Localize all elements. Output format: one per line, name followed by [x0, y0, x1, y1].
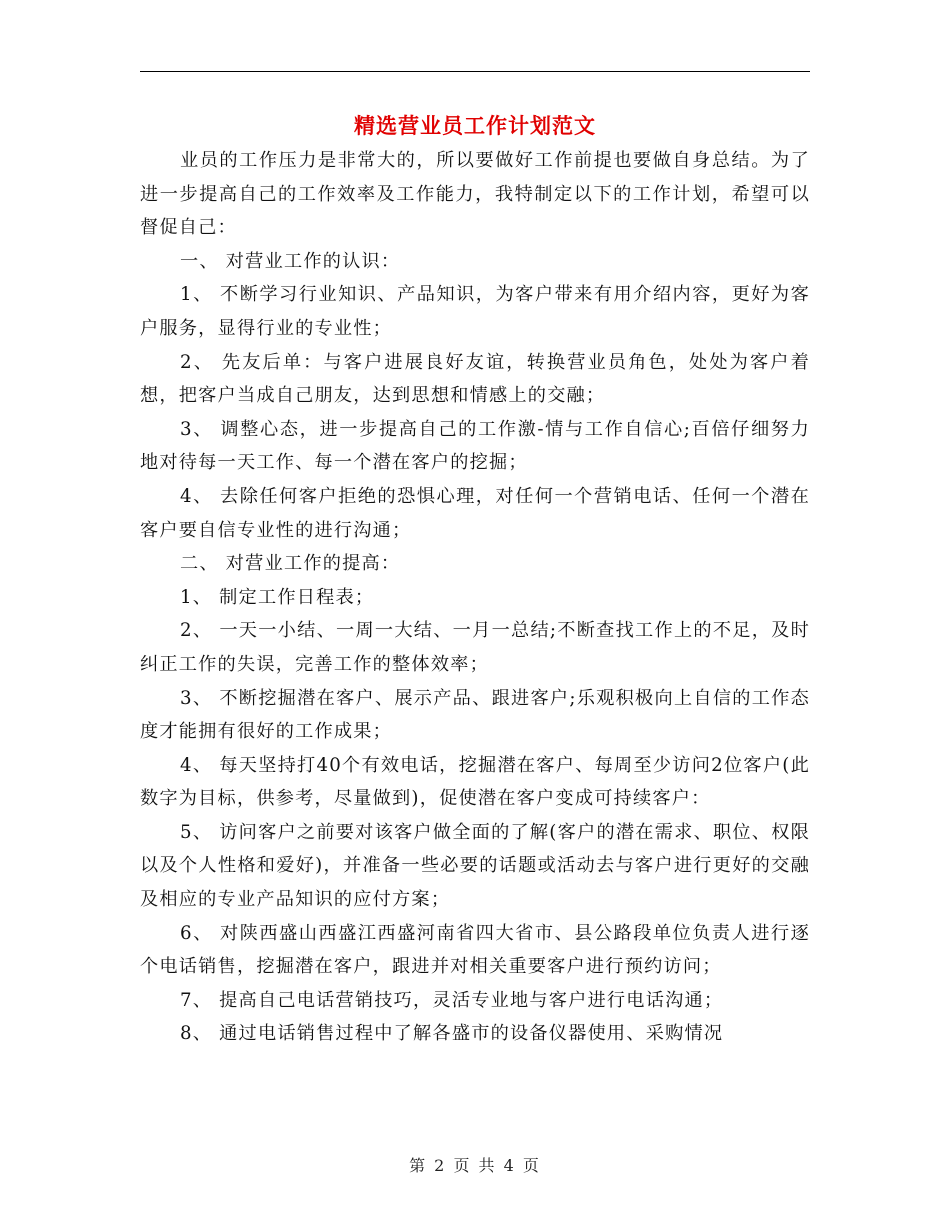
- list-item: 7、 提高自己电话营销技巧，灵活专业地与客户进行电话沟通；: [180, 989, 724, 1011]
- list-item: 4、 每天坚持打40个有效电话，挖掘潜在客户、每周至少访问2位客户(此数字为目标，供参考，尽量做到)，促使潜在客户变成可持续客户：: [140, 754, 810, 810]
- list-item: 3、 不断挖掘潜在客户、展示产品、跟进客户;乐观积极向上自信的工作态度才能拥有很好的工作成果；: [140, 687, 810, 743]
- header-rule: [140, 71, 810, 72]
- section-heading-1: 一、 对营业工作的认识：: [180, 250, 401, 272]
- intro-paragraph: 业员的工作压力是非常大的，所以要做好工作前提也要做自身总结。为了进一步提高自己的工作效率及工作能力，我特制定以下的工作计划，希望可以督促自己：: [140, 150, 810, 239]
- list-item: 6、 对陕西盛山西盛江西盛河南省四大省市、县公路段单位负责人进行逐个电话销售，挖掘潜在客户，跟进并对相关重要客户进行预约访问；: [140, 922, 810, 978]
- list-item: 8、 通过电话销售过程中了解各盛市的设备仪器使用、采购情况: [180, 1023, 724, 1045]
- document-body: [140, 144, 810, 1051]
- list-item: 2、 一天一小结、一周一大结、一月一总结;不断查找工作上的不足，及时纠正工作的失误，完善工作的整体效率；: [140, 620, 810, 675]
- list-item: 1、 不断学习行业知识、产品知识，为客户带来有用介绍内容，更好为客户服务，显得行业的专业性；: [140, 284, 810, 339]
- document-title: 精选营业员工作计划范文: [354, 113, 596, 138]
- section-heading-2: 二、 对营业工作的提高：: [180, 553, 401, 575]
- page-footer: 第 2 页 共 4 页: [409, 1156, 541, 1175]
- list-item: 1、 制定工作日程表；: [180, 586, 375, 608]
- list-item: 3、 调整心态，进一步提高自己的工作激-情与工作自信心;百倍仔细努力地对待每一天工作、每一个潜在客户的挖掘；: [140, 418, 810, 474]
- list-item: 2、 先友后单：与客户进展良好友谊，转换营业员角色，处处为客户着想，把客户当成自己朋友，达到思想和情感上的交融；: [140, 351, 810, 407]
- list-item: 5、 访问客户之前要对该客户做全面的了解(客户的潜在需求、职位、权限以及个人性格和爱好)，并准备一些必要的话题或活动去与客户进行更好的交融及相应的专业产品知识的应付方案；: [140, 821, 810, 911]
- list-item: 4、 去除任何客户拒绝的恐惧心理，对任何一个营销电话、任何一个潜在客户要自信专业性的进行沟通；: [140, 485, 810, 541]
